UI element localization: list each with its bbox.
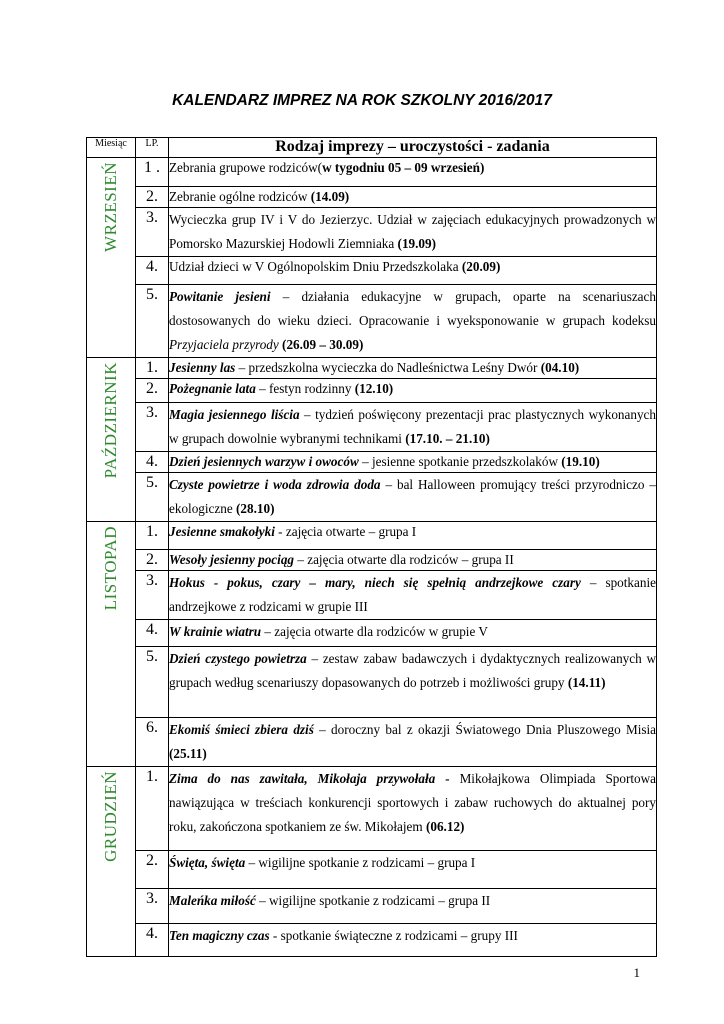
row-number: 4.	[136, 620, 169, 647]
row-number: 4.	[136, 452, 169, 473]
description-fragment: Zebranie ogólne rodziców	[169, 189, 311, 204]
event-description	[169, 379, 657, 403]
description-fragment: – przedszkolna wycieczka do Nadleśnictwa Leśny Dwór	[235, 360, 541, 375]
row-number: 2.	[136, 379, 169, 403]
description-fragment: Hokus - pokus, czary – mary, niech się spełnią andrzejkowe czary	[169, 575, 581, 590]
table-row	[87, 208, 657, 257]
month-cell	[87, 522, 136, 767]
description-fragment: Udział dzieci w V Ogólnopolskim Dniu Przedszkolaka	[169, 259, 462, 274]
event-description	[169, 647, 657, 718]
document-title: KALENDARZ IMPREZ NA ROK SZKOLNY 2016/2017	[172, 92, 552, 109]
row-number: 2.	[136, 187, 169, 208]
description-fragment: – bal Halloween promujący treści przyrodniczo – ekologiczne	[169, 477, 656, 516]
event-description	[169, 452, 657, 473]
month-label: LISTOPAD	[101, 526, 120, 611]
row-number: 3.	[136, 889, 169, 924]
description-fragment: Ekomiś śmieci zbiera dziś	[169, 722, 314, 737]
row-number: 1.	[136, 358, 169, 379]
table-row	[87, 285, 657, 358]
table-row	[87, 522, 657, 550]
description-fragment: Czyste powietrze i woda zdrowia doda	[169, 477, 381, 492]
event-description	[169, 473, 657, 522]
description-fragment: – zajęcia otwarte dla rodziców w grupie V	[261, 624, 488, 639]
event-description	[169, 285, 657, 358]
table-row	[87, 187, 657, 208]
row-number: 2.	[136, 550, 169, 571]
table-row	[87, 550, 657, 571]
table-row	[87, 379, 657, 403]
description-fragment: Mikołajkowa Olimpiada Sportowa nawiązująca w treściach konkurencji sportowych i zabaw ruchowych do aktualnej pory roku, zakończona spotkaniem ze św. Mikołajem	[169, 771, 656, 834]
description-fragment: (06.12)	[425, 819, 465, 834]
row-number: 5.	[136, 285, 169, 358]
description-fragment: W krainie wiatru	[169, 624, 262, 639]
table-row	[87, 473, 657, 522]
table-row	[87, 571, 657, 620]
description-fragment: (14.11)	[567, 675, 606, 690]
description-fragment: – jesienne spotkanie przedszkolaków	[358, 454, 562, 469]
event-description	[169, 767, 657, 851]
description-fragment: Jesienne smakołyki	[169, 524, 275, 539]
table-row	[87, 889, 657, 924]
month-cell	[87, 358, 136, 522]
row-number: 3.	[136, 403, 169, 452]
month-cell	[87, 158, 136, 358]
event-description	[169, 851, 657, 889]
table-row	[87, 403, 657, 452]
description-fragment: (26.09 – 30.09)	[278, 337, 364, 352]
table-row	[87, 718, 657, 767]
description-fragment: Dzień czystego powietrza	[169, 651, 307, 666]
description-fragment: – zestaw zabaw badawczych i dydaktycznych realizowanych w grupach według scenariuszy dopasowanych do potrzeb i możliwości grupy	[169, 651, 656, 690]
row-number: 3.	[136, 571, 169, 620]
description-fragment: – tydzień poświęcony prezentacji prac plastycznych wykonanych w grupach dowolnie wybranymi technikami	[169, 407, 656, 446]
description-fragment: (19.09)	[397, 236, 437, 251]
month-cell	[87, 767, 136, 957]
event-description	[169, 718, 657, 767]
description-fragment: Wycieczka grup IV i V do Jezierzyc. Udział w zajęciach edukacyjnych prowadzonych w Pomorsko Mazurskiej Hodowli Ziemniaka	[169, 212, 656, 251]
event-description	[169, 403, 657, 452]
description-fragment: – spotkanie andrzejkowe z rodzicami w grupie III	[169, 575, 656, 614]
table-row	[87, 452, 657, 473]
row-number: 1.	[136, 767, 169, 851]
event-description	[169, 620, 657, 647]
description-fragment: Święta, święta	[169, 855, 246, 870]
event-description	[169, 257, 657, 285]
description-fragment: Jesienny las	[169, 360, 236, 375]
events-calendar-table	[86, 137, 657, 957]
event-description	[169, 550, 657, 571]
description-fragment: – doroczny bal z okazji Światowego Dnia Pluszowego Misia	[313, 722, 657, 737]
description-fragment: - zajęcia otwarte – grupa I	[274, 524, 417, 539]
event-description	[169, 889, 657, 924]
row-number: 1 .	[136, 158, 169, 187]
table-row	[87, 620, 657, 647]
table-row	[87, 358, 657, 379]
header-lp: LP.	[136, 138, 169, 158]
table-row	[87, 924, 657, 957]
description-fragment: (19.10)	[561, 454, 600, 469]
description-fragment: Ten magiczny czas	[169, 928, 270, 943]
description-fragment: (14.09)	[310, 189, 350, 204]
description-fragment: Zima do nas zawitała, Mikołaja przywołała -	[169, 771, 460, 786]
description-fragment: Wesoły jesienny pociąg	[169, 552, 295, 567]
description-fragment: Pożegnanie lata	[169, 381, 256, 396]
table-row	[87, 647, 657, 718]
description-fragment: – festyn rodzinny	[255, 381, 355, 396]
description-fragment: (12.10)	[354, 381, 394, 396]
description-fragment: – wigilijne spotkanie z rodzicami – grupa II	[255, 893, 491, 908]
description-fragment: – zajęcia otwarte dla rodziców – grupa II	[294, 552, 514, 567]
description-fragment: Powitanie jesieni	[169, 289, 271, 304]
event-description	[169, 358, 657, 379]
row-number: 4.	[136, 257, 169, 285]
table-row	[87, 767, 657, 851]
description-fragment: (20.09)	[461, 259, 501, 274]
row-number: 2.	[136, 851, 169, 889]
description-fragment: (25.11)	[169, 746, 207, 761]
header-month: Miesiąc	[87, 138, 136, 158]
event-description	[169, 208, 657, 257]
description-fragment: Dzień jesiennych warzyw i owoców	[169, 454, 359, 469]
description-fragment: – wigilijne spotkanie z rodzicami – grupa I	[245, 855, 476, 870]
row-number: 4.	[136, 924, 169, 957]
event-description	[169, 522, 657, 550]
description-fragment: - spotkanie świąteczne z rodzicami – grupy III	[269, 928, 518, 943]
month-label: WRZESIEŃ	[101, 162, 120, 252]
page-number: 1	[633, 965, 640, 980]
description-fragment: w tygodniu 05 – 09 wrzesień)	[322, 160, 485, 175]
description-fragment: Zebrania grupowe rodziców(	[169, 160, 323, 175]
row-number: 1.	[136, 522, 169, 550]
description-fragment: (28.10)	[236, 501, 275, 516]
description-fragment: (17.10. – 21.10)	[405, 431, 490, 446]
event-description	[169, 187, 657, 208]
event-description	[169, 571, 657, 620]
month-label: PAŹDZIERNIK	[101, 362, 120, 479]
description-fragment: Magia jesiennego liścia	[169, 407, 300, 422]
description-fragment: Maleńka miłość	[169, 893, 256, 908]
event-description	[169, 924, 657, 957]
table-row	[87, 851, 657, 889]
event-description	[169, 158, 657, 187]
table-row	[87, 158, 657, 187]
table-header-row	[87, 138, 657, 158]
month-label: GRUDZIEŃ	[101, 771, 120, 862]
description-fragment: – działania edukacyjne w grupach, oparte na scenariuszach dostosowanych do wieku dzieci. Opracowanie i wyeksponowanie w grupach kodeksu	[169, 289, 656, 328]
row-number: 5.	[136, 473, 169, 522]
calendar-body	[87, 158, 657, 957]
header-description: Rodzaj imprezy – uroczystości - zadania	[169, 138, 657, 158]
description-fragment: (04.10)	[540, 360, 580, 375]
description-fragment: Przyjaciela przyrody	[169, 337, 279, 352]
table-row	[87, 257, 657, 285]
row-number: 5.	[136, 647, 169, 718]
row-number: 3.	[136, 208, 169, 257]
row-number: 6.	[136, 718, 169, 767]
